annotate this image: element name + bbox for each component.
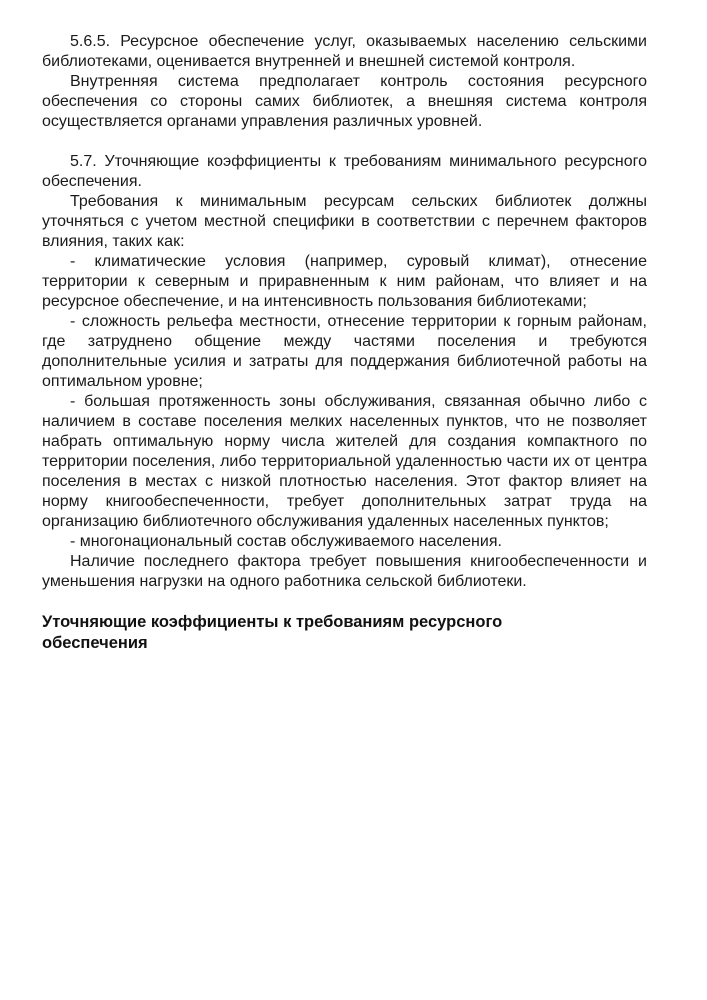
paragraph-last-factor: Наличие последнего фактора требует повышения книгообеспеченности и уменьшения нагрузки на одного работника сельской библиотеки. bbox=[42, 553, 647, 590]
list-item-multinational: - многонациональный состав обслуживаемого населения. bbox=[70, 533, 502, 550]
list-item-relief: - сложность рельефа местности, отнесение территории к горным районам, где затруднено общение между частями поселения и требуются дополнительные усилия и затраты для поддержания библиотечной работы на оптимальном уровне; bbox=[42, 313, 647, 390]
paragraph-5-6-5: 5.6.5. Ресурсное обеспечение услуг, оказываемых населению сельскими библиотеками, оценивается внутренней и внешней системой контроля. bbox=[42, 33, 647, 70]
document-page bbox=[42, 32, 647, 654]
section-heading: Уточняющие коэффициенты к требованиям ресурсного обеспечения bbox=[42, 613, 503, 652]
list-item-service-zone: - большая протяженность зоны обслуживания, связанная обычно либо с наличием в составе поселения мелких населенных пунктов, что не позволяет набрать оптимальную норму числа жителей для создания компактного по территории поселения, либо территориальной удаленностью части их от центра поселения в местах с низкой плотностью населения. Этот фактор влияет на норму книгообеспеченности, требует дополнительных затрат труда на организацию библиотечного обслуживания удаленных населенных пунктов; bbox=[42, 393, 647, 530]
paragraph-gap bbox=[42, 132, 647, 152]
list-item-climate: - климатические условия (например, суровый климат), отнесение территории к северным и приравненным к ним районам, что влияет и на ресурсное обеспечение, и на интенсивность пользования библиотеками; bbox=[42, 253, 647, 310]
paragraph-internal-system: Внутренняя система предполагает контроль состояния ресурсного обеспечения со стороны самих библиотек, а внешняя система контроля осуществляется органами управления различных уровней. bbox=[42, 73, 647, 130]
paragraph-requirements: Требования к минимальным ресурсам сельских библиотек должны уточняться с учетом местной специфики в соответствии с перечнем факторов влияния, таких как: bbox=[42, 193, 647, 250]
paragraph-5-7: 5.7. Уточняющие коэффициенты к требованиям минимального ресурсного обеспечения. bbox=[42, 153, 647, 190]
